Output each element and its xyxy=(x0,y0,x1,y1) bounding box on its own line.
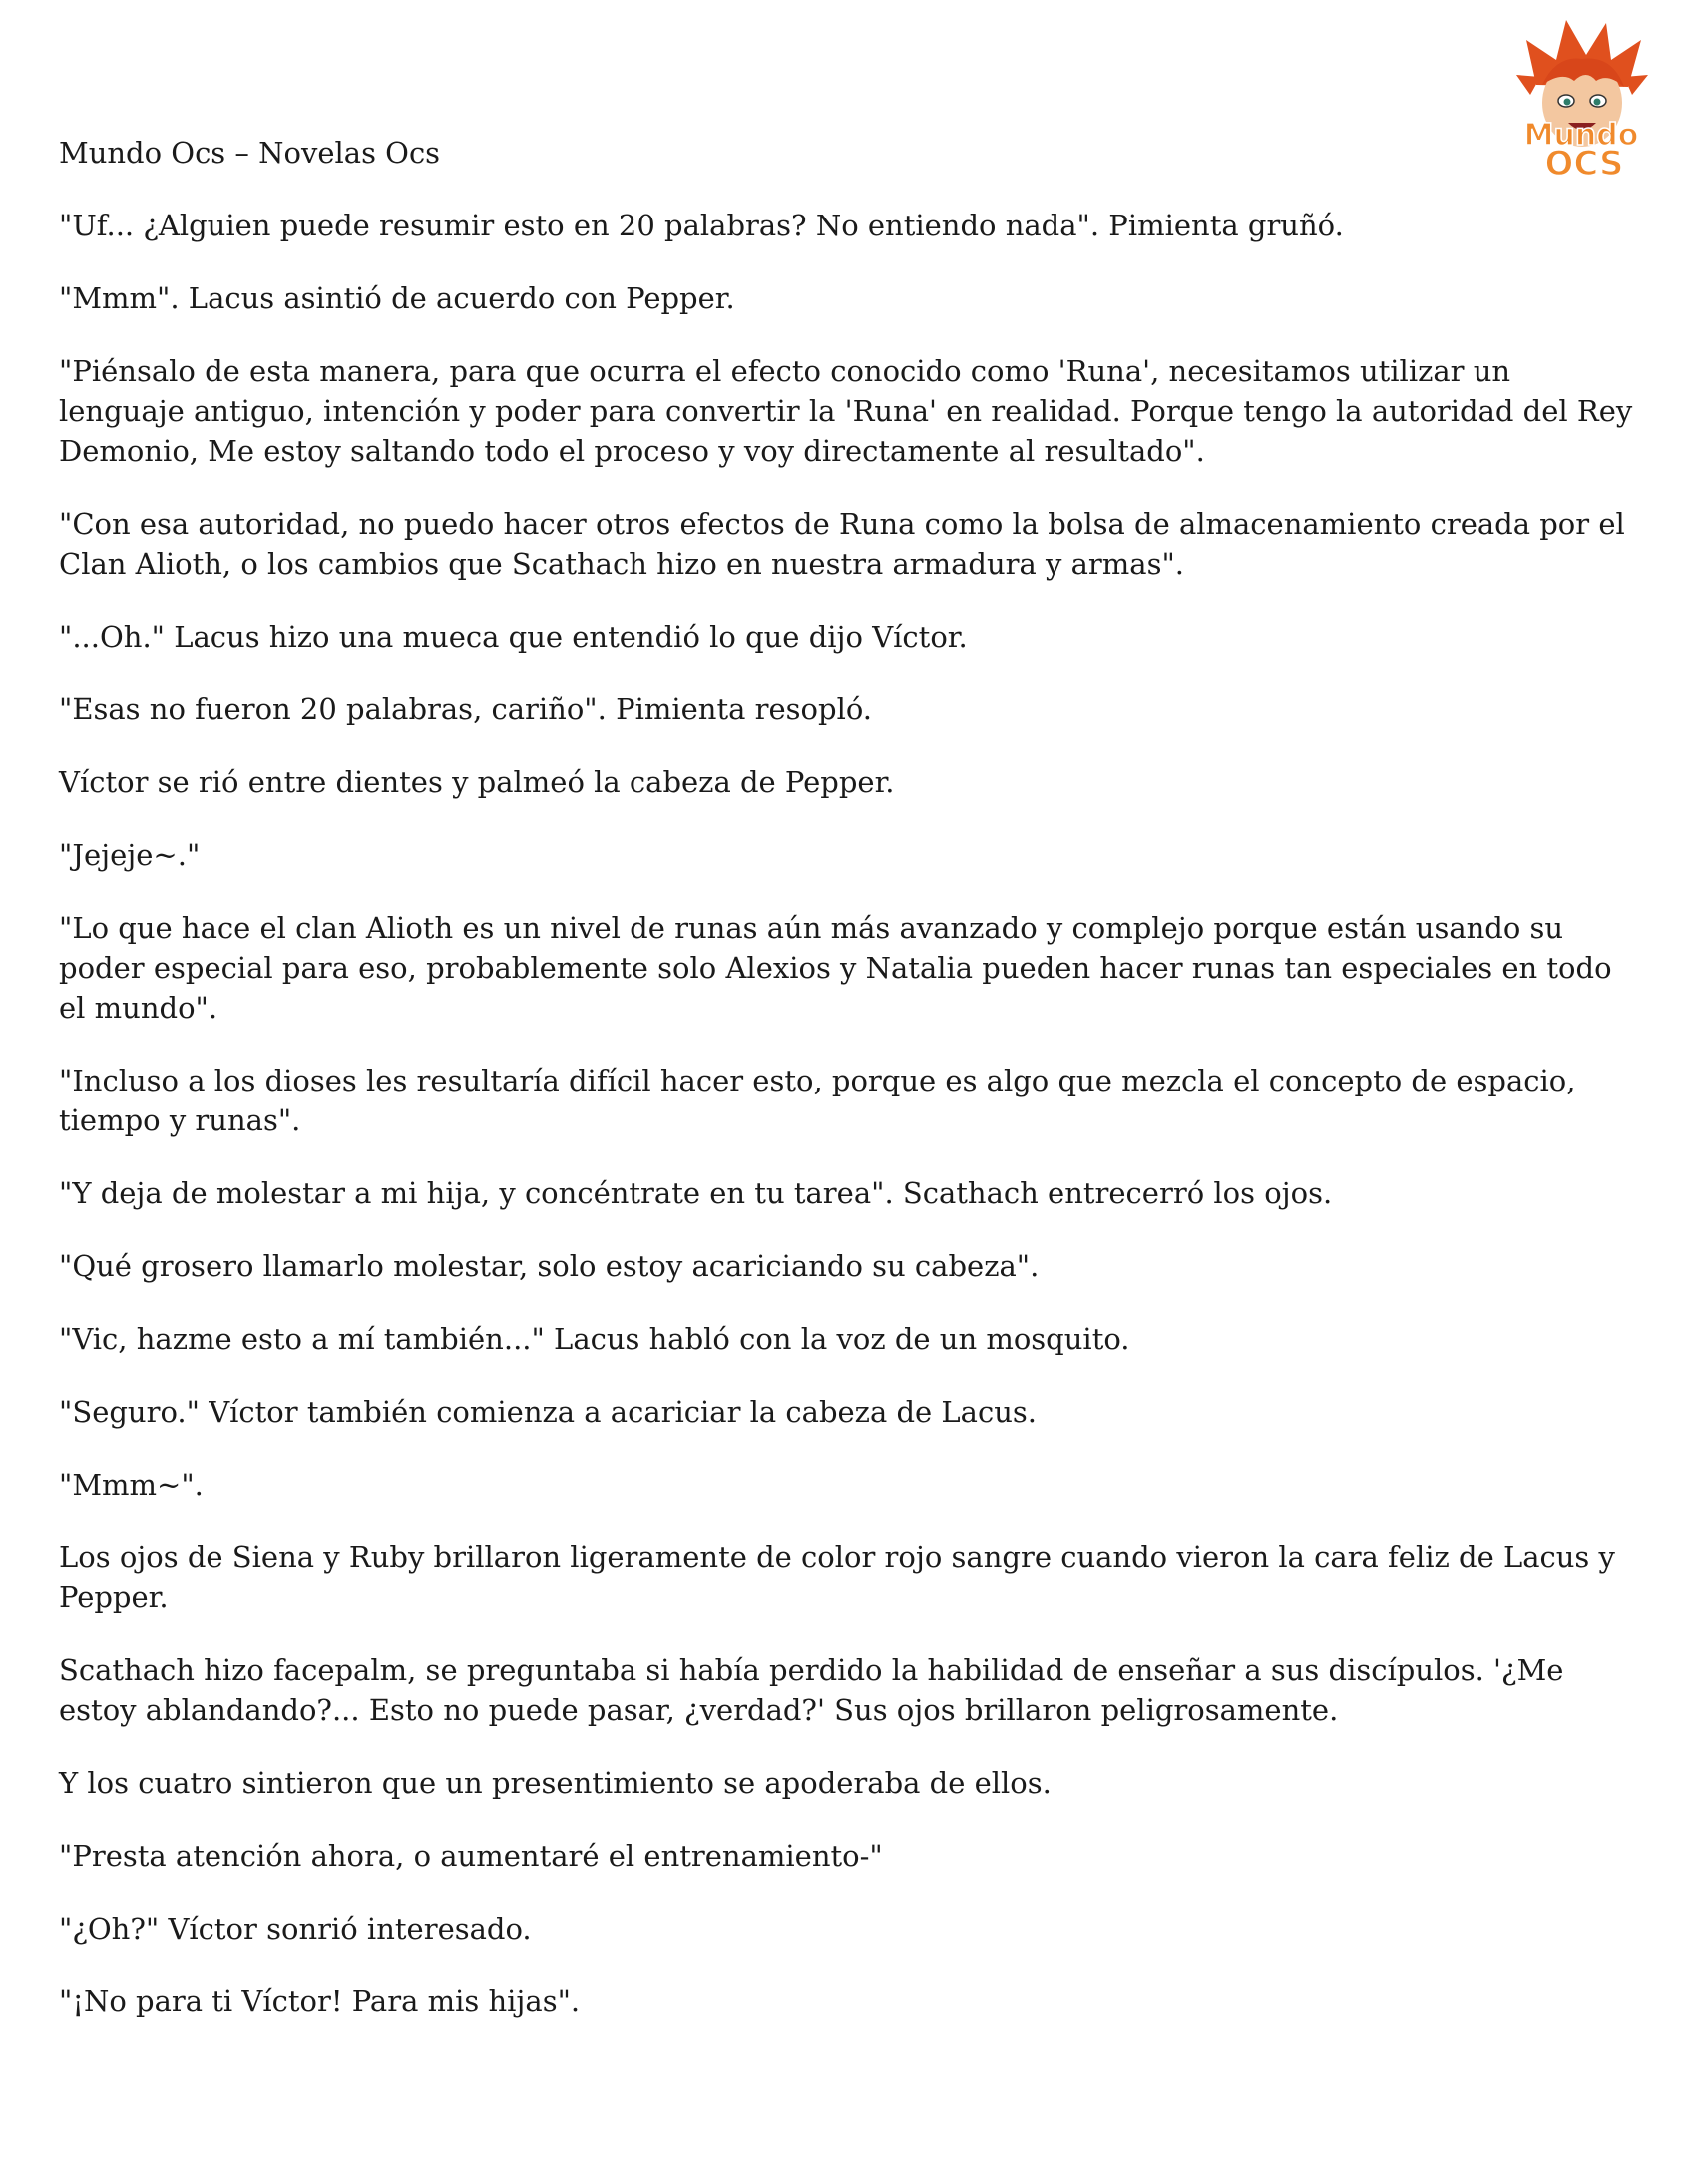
paragraph: Víctor se rió entre dientes y palmeó la cabeza de Pepper. xyxy=(59,765,895,799)
logo-text-line2: OCS xyxy=(1544,144,1624,180)
paragraph: "Mmm". Lacus asintió de acuerdo con Pepper. xyxy=(59,281,735,315)
paragraph: "Con esa autoridad, no puedo hacer otros efectos de Runa como la bolsa de almacenamiento creada por el Clan Alioth, o los cambios que Scathach hizo en nuestra armadura y armas". xyxy=(59,507,1625,581)
story-body xyxy=(59,206,1635,2054)
paragraph: "Vic, hazme esto a mí también..." Lacus habló con la voz de un mosquito. xyxy=(59,1322,1130,1356)
right-pupil xyxy=(1594,99,1601,106)
page-header: Mundo Ocs – Novelas Ocs xyxy=(59,136,441,170)
paragraph: "¡No para ti Víctor! Para mis hijas". xyxy=(59,1984,581,2018)
paragraph: "...Oh." Lacus hizo una mueca que entendió lo que dijo Víctor. xyxy=(59,620,968,654)
paragraph: "Seguro." Víctor también comienza a acariciar la cabeza de Lacus. xyxy=(59,1395,1037,1429)
paragraph: Y los cuatro sintieron que un presentimiento se apoderaba de ellos. xyxy=(59,1766,1052,1800)
paragraph: "¿Oh?" Víctor sonrió interesado. xyxy=(59,1912,532,1946)
paragraph: "Piénsalo de esta manera, para que ocurra el efecto conocido como 'Runa', necesitamos utilizar un lenguaje antiguo, intención y poder para convertir la 'Runa' en realidad. Porque tengo la autoridad del Rey Demonio, Me estoy saltando todo el proceso y voy directamente al resultado". xyxy=(59,354,1633,468)
paragraph: "Qué grosero llamarlo molestar, solo estoy acariciando su cabeza". xyxy=(59,1249,1040,1283)
paragraph: "Presta atención ahora, o aumentaré el entrenamiento-" xyxy=(59,1839,883,1873)
logo-text-line1: Mundo xyxy=(1523,118,1639,153)
paragraph: "Incluso a los dioses les resultaría difícil hacer esto, porque es algo que mezcla el concepto de espacio, tiempo y runas". xyxy=(59,1064,1576,1137)
paragraph: "Esas no fueron 20 palabras, cariño". Pimienta resopló. xyxy=(59,692,873,726)
paragraph: "Lo que hace el clan Alioth es un nivel de runas aún más avanzado y complejo porque están usando su poder especial para eso, probablemente solo Alexios y Natalia pueden hacer runas tan especiales en todo el mundo". xyxy=(59,911,1612,1025)
paragraph: "Mmm~". xyxy=(59,1468,204,1502)
paragraph: "Uf... ¿Alguien puede resumir esto en 20 palabras? No entiendo nada". Pimienta gruñó. xyxy=(59,209,1344,242)
paragraph: "Y deja de molestar a mi hija, y concéntrate en tu tarea". Scathach entrecerró los ojos. xyxy=(59,1176,1333,1210)
left-pupil xyxy=(1564,99,1571,106)
mundo-ocs-logo xyxy=(1496,15,1666,180)
paragraph: "Jejeje~." xyxy=(59,838,201,872)
paragraph: Los ojos de Siena y Ruby brillaron ligeramente de color rojo sangre cuando vieron la cara feliz de Lacus y Pepper. xyxy=(59,1540,1615,1614)
paragraph: Scathach hizo facepalm, se preguntaba si había perdido la habilidad de enseñar a sus discípulos. '¿Me estoy ablandando?... Esto no puede pasar, ¿verdad?' Sus ojos brillaron peligrosamente. xyxy=(59,1653,1564,1727)
